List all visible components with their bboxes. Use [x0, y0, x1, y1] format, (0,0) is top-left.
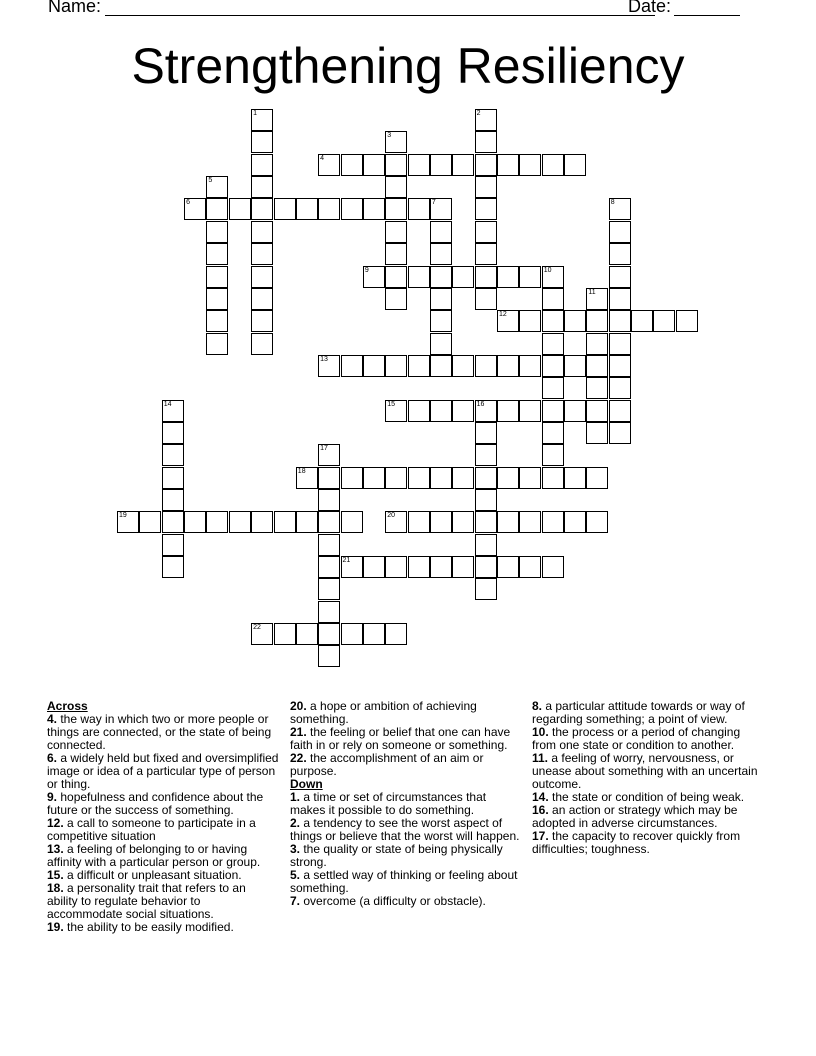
- grid-cell[interactable]: [206, 511, 228, 533]
- grid-cell[interactable]: [497, 400, 519, 422]
- grid-cell[interactable]: [274, 198, 296, 220]
- grid-cell[interactable]: [586, 511, 608, 533]
- grid-cell[interactable]: [475, 422, 497, 444]
- grid-cell[interactable]: [229, 198, 251, 220]
- grid-cell[interactable]: [497, 154, 519, 176]
- grid-cell[interactable]: [609, 221, 631, 243]
- grid-cell[interactable]: [475, 444, 497, 466]
- clue-number: 8: [610, 199, 615, 207]
- grid-cell[interactable]: [586, 333, 608, 355]
- grid-cell[interactable]: [363, 623, 385, 645]
- grid-cell[interactable]: [519, 467, 541, 489]
- clue-across: 4. the way in which two or more people or things are connected, or the state of being connected.: [47, 712, 272, 752]
- clue-across: 22. the accomplishment of an aim or purpose.: [290, 751, 484, 778]
- clue-num: 9.: [47, 790, 58, 804]
- grid-cell[interactable]: [519, 355, 541, 377]
- grid-cell[interactable]: [251, 131, 273, 153]
- clue-number: 14: [163, 400, 172, 408]
- grid-cell[interactable]: [251, 198, 273, 220]
- grid-cell[interactable]: [519, 511, 541, 533]
- grid-cell[interactable]: [609, 333, 631, 355]
- clue-down: 3. the quality or state of being physically strong.: [290, 842, 503, 869]
- grid-cell[interactable]: [341, 556, 363, 578]
- clue-number: 20: [387, 512, 395, 520]
- grid-cell[interactable]: [542, 444, 564, 466]
- clue-num: 2.: [290, 816, 301, 830]
- grid-cell[interactable]: [430, 355, 452, 377]
- header: [48, 0, 788, 20]
- grid-cell[interactable]: [519, 556, 541, 578]
- grid-cell[interactable]: [408, 556, 430, 578]
- grid-cell[interactable]: [251, 310, 273, 332]
- grid-cell[interactable]: [542, 467, 564, 489]
- grid-cell[interactable]: [318, 601, 340, 623]
- clue-num: 15.: [47, 868, 64, 882]
- clue-num: 1.: [290, 790, 301, 804]
- grid-cell[interactable]: [475, 355, 497, 377]
- across-heading: Across: [47, 699, 88, 713]
- clue-number: 16: [476, 400, 485, 408]
- grid-cell[interactable]: [318, 489, 340, 511]
- grid-cell[interactable]: [385, 221, 407, 243]
- grid-cell[interactable]: [564, 511, 586, 533]
- grid-cell[interactable]: [475, 131, 497, 153]
- grid-cell[interactable]: [430, 511, 452, 533]
- grid-cell[interactable]: [475, 578, 497, 600]
- grid-cell[interactable]: [586, 422, 608, 444]
- grid-cell[interactable]: [363, 556, 385, 578]
- grid-cell[interactable]: [609, 377, 631, 399]
- clue-number: 17: [320, 445, 328, 453]
- grid-cell[interactable]: [318, 645, 340, 667]
- grid-cell[interactable]: [542, 333, 564, 355]
- grid-cell[interactable]: [497, 511, 519, 533]
- grid-cell[interactable]: [609, 422, 631, 444]
- clue-num: 19.: [47, 920, 64, 934]
- clue-across: 12. a call to someone to participate in a competitive situation: [47, 816, 256, 843]
- grid-cell[interactable]: [408, 154, 430, 176]
- grid-cell[interactable]: [519, 266, 541, 288]
- grid-cell[interactable]: [162, 511, 184, 533]
- clue-across: 15. a difficult or unpleasant situation.: [47, 868, 242, 882]
- grid-cell[interactable]: [475, 243, 497, 265]
- grid-cell[interactable]: [162, 556, 184, 578]
- clue-num: 14.: [532, 790, 549, 804]
- grid-cell[interactable]: [497, 556, 519, 578]
- grid-cell[interactable]: [385, 623, 407, 645]
- grid-cell[interactable]: [318, 511, 340, 533]
- grid-cell[interactable]: [564, 355, 586, 377]
- clue-num: 4.: [47, 712, 58, 726]
- grid-cell[interactable]: [341, 355, 363, 377]
- clue-across: 6. a widely held but fixed and oversimplified image or idea of a particular type of person or thing.: [47, 751, 279, 791]
- grid-cell[interactable]: [631, 310, 653, 332]
- grid-cell[interactable]: [341, 623, 363, 645]
- grid-cell[interactable]: [430, 310, 452, 332]
- grid-cell[interactable]: [251, 176, 273, 198]
- grid-cell[interactable]: [318, 444, 340, 466]
- grid-cell[interactable]: [475, 266, 497, 288]
- grid-cell[interactable]: [206, 198, 228, 220]
- grid-cell[interactable]: [385, 198, 407, 220]
- grid-cell[interactable]: [363, 154, 385, 176]
- grid-cell[interactable]: [408, 400, 430, 422]
- grid-cell[interactable]: [184, 198, 206, 220]
- grid-cell[interactable]: [318, 198, 340, 220]
- grid-cell[interactable]: [206, 266, 228, 288]
- grid-cell[interactable]: [385, 288, 407, 310]
- grid-cell[interactable]: [475, 467, 497, 489]
- clue-num: 18.: [47, 881, 64, 895]
- grid-cell[interactable]: [586, 377, 608, 399]
- grid-cell[interactable]: [586, 355, 608, 377]
- clue-number: 5: [208, 177, 213, 185]
- grid-cell[interactable]: [452, 266, 474, 288]
- grid-cell[interactable]: [363, 266, 385, 288]
- grid-cell[interactable]: [564, 154, 586, 176]
- grid-cell[interactable]: [341, 198, 363, 220]
- grid-cell[interactable]: [452, 355, 474, 377]
- grid-cell[interactable]: [475, 489, 497, 511]
- grid-cell[interactable]: [296, 623, 318, 645]
- grid-cell[interactable]: [385, 511, 407, 533]
- grid-cell[interactable]: [430, 266, 452, 288]
- grid-cell[interactable]: [385, 467, 407, 489]
- grid-cell[interactable]: [341, 511, 363, 533]
- grid-cell[interactable]: [497, 467, 519, 489]
- grid-cell[interactable]: [542, 377, 564, 399]
- grid-cell[interactable]: [430, 154, 452, 176]
- grid-cell[interactable]: [139, 511, 161, 533]
- grid-cell[interactable]: [564, 310, 586, 332]
- grid-cell[interactable]: [519, 310, 541, 332]
- grid-cell[interactable]: [497, 310, 519, 332]
- clue-number: 7: [431, 199, 436, 207]
- grid-cell[interactable]: [363, 198, 385, 220]
- grid-cell[interactable]: [609, 355, 631, 377]
- grid-cell[interactable]: [542, 511, 564, 533]
- grid-cell[interactable]: [408, 266, 430, 288]
- clue-num: 7.: [290, 894, 301, 908]
- grid-cell[interactable]: [408, 467, 430, 489]
- grid-cell[interactable]: [497, 266, 519, 288]
- grid-cell[interactable]: [318, 623, 340, 645]
- clue-number: 18: [297, 467, 306, 475]
- clue-down: 5. a settled way of thinking or feeling about something.: [290, 868, 518, 895]
- grid-cell[interactable]: [564, 467, 586, 489]
- grid-cell[interactable]: [542, 422, 564, 444]
- grid-cell[interactable]: [475, 534, 497, 556]
- grid-cell[interactable]: [452, 400, 474, 422]
- grid-cell[interactable]: [475, 154, 497, 176]
- grid-cell[interactable]: [162, 444, 184, 466]
- grid-cell[interactable]: [653, 310, 675, 332]
- grid-cell[interactable]: [162, 467, 184, 489]
- clue-num: 3.: [290, 842, 301, 856]
- grid-cell[interactable]: [452, 511, 474, 533]
- grid-cell[interactable]: [162, 489, 184, 511]
- grid-cell[interactable]: [385, 556, 407, 578]
- grid-cell[interactable]: [452, 467, 474, 489]
- grid-cell[interactable]: [296, 198, 318, 220]
- grid-cell[interactable]: [274, 623, 296, 645]
- grid-cell[interactable]: [430, 467, 452, 489]
- grid-cell[interactable]: [519, 400, 541, 422]
- clue-across: 18. a personality trait that refers to an ability to regulate behavior to accommodate social situations.: [47, 881, 246, 921]
- down-heading: Down: [290, 777, 323, 791]
- clue-number: 4: [320, 154, 324, 162]
- grid-cell[interactable]: [296, 467, 318, 489]
- grid-cell[interactable]: [251, 221, 273, 243]
- grid-cell[interactable]: [542, 288, 564, 310]
- grid-cell[interactable]: [251, 623, 273, 645]
- clue-down: 17. the capacity to recover quickly from difficulties; toughness.: [532, 829, 741, 856]
- grid-cell[interactable]: [318, 355, 340, 377]
- clue-down: 7. overcome (a difficulty or obstacle).: [290, 894, 486, 908]
- grid-cell[interactable]: [586, 310, 608, 332]
- clue-down: 14. the state or condition of being weak.: [532, 790, 745, 804]
- clue-number: 11: [588, 288, 596, 296]
- grid-cell[interactable]: [475, 400, 497, 422]
- grid-cell[interactable]: [251, 266, 273, 288]
- grid-cell[interactable]: [452, 556, 474, 578]
- grid-cell[interactable]: [586, 400, 608, 422]
- grid-cell[interactable]: [206, 288, 228, 310]
- clue-num: 12.: [47, 816, 64, 830]
- grid-cell[interactable]: [609, 198, 631, 220]
- grid-cell[interactable]: [475, 511, 497, 533]
- grid-cell[interactable]: [408, 198, 430, 220]
- grid-cell[interactable]: [385, 154, 407, 176]
- grid-cell[interactable]: [609, 400, 631, 422]
- grid-cell[interactable]: [363, 355, 385, 377]
- grid-cell[interactable]: [519, 154, 541, 176]
- grid-cell[interactable]: [430, 400, 452, 422]
- clues-column-2: [290, 700, 522, 908]
- clue-num: 6.: [47, 751, 58, 765]
- grid-cell[interactable]: [609, 288, 631, 310]
- grid-cell[interactable]: [296, 511, 318, 533]
- date-label: Date:: [628, 0, 672, 16]
- clue-number: 1: [253, 110, 257, 117]
- grid-cell[interactable]: [162, 422, 184, 444]
- grid-cell[interactable]: [251, 243, 273, 265]
- clue-across: 19. the ability to be easily modified.: [47, 920, 234, 934]
- grid-cell[interactable]: [318, 154, 340, 176]
- grid-cell[interactable]: [430, 288, 452, 310]
- grid-cell[interactable]: [206, 333, 228, 355]
- grid-cell[interactable]: [430, 198, 452, 220]
- grid-cell[interactable]: [206, 310, 228, 332]
- grid-cell[interactable]: [206, 243, 228, 265]
- clue-down: 2. a tendency to see the worst aspect of things or believe that the worst will happen.: [290, 816, 520, 843]
- clue-across: 13. a feeling of belonging to or having affinity with a particular person or group.: [47, 842, 261, 869]
- clue-number: 22: [253, 624, 261, 632]
- grid-cell[interactable]: [274, 511, 296, 533]
- grid-cell[interactable]: [586, 288, 608, 310]
- grid-cell[interactable]: [452, 154, 474, 176]
- grid-cell[interactable]: [430, 221, 452, 243]
- grid-cell[interactable]: [251, 109, 273, 131]
- grid-cell[interactable]: [497, 355, 519, 377]
- clue-number: 10: [543, 266, 552, 274]
- clue-num: 13.: [47, 842, 64, 856]
- grid-cell[interactable]: [363, 467, 385, 489]
- grid-cell[interactable]: [318, 556, 340, 578]
- grid-cell[interactable]: [251, 511, 273, 533]
- grid-cell[interactable]: [318, 578, 340, 600]
- clue-num: 8.: [532, 699, 543, 713]
- grid-cell[interactable]: [385, 176, 407, 198]
- clue-num: 5.: [290, 868, 301, 882]
- grid-cell[interactable]: [408, 511, 430, 533]
- grid-cell[interactable]: [385, 266, 407, 288]
- clue-down: 16. an action or strategy which may be adopted in adverse circumstances.: [532, 803, 738, 830]
- grid-cell[interactable]: [385, 131, 407, 153]
- name-label: Name:: [48, 0, 102, 16]
- grid-cell[interactable]: [542, 400, 564, 422]
- grid-cell[interactable]: [609, 266, 631, 288]
- grid-cell[interactable]: [341, 467, 363, 489]
- clue-across: 21. the feeling or belief that one can have faith in or rely on someone or something.: [290, 725, 511, 752]
- grid-cell[interactable]: [609, 310, 631, 332]
- grid-cell[interactable]: [251, 154, 273, 176]
- clue-num: 20.: [290, 699, 307, 713]
- clue-down: 8. a particular attitude towards or way of regarding something; a point of view.: [532, 699, 745, 726]
- clue-down: 10. the process or a period of changing from one state or condition to another.: [532, 725, 741, 752]
- grid-cell[interactable]: [586, 467, 608, 489]
- clues-column-3: [532, 700, 764, 856]
- clue-num: 17.: [532, 829, 549, 843]
- grid-cell[interactable]: [430, 243, 452, 265]
- clues-column-1: [47, 700, 279, 934]
- grid-cell[interactable]: [542, 355, 564, 377]
- puzzle-title: Strengthening Resiliency: [131, 38, 685, 94]
- grid-cell[interactable]: [206, 176, 228, 198]
- grid-cell[interactable]: [385, 355, 407, 377]
- clue-number: 9: [364, 266, 369, 274]
- clue-num: 10.: [532, 725, 549, 739]
- clue-num: 11.: [532, 751, 549, 765]
- grid-cell[interactable]: [385, 243, 407, 265]
- grid-cell[interactable]: [408, 355, 430, 377]
- grid-cell[interactable]: [475, 176, 497, 198]
- grid-cell[interactable]: [251, 333, 273, 355]
- grid-cell[interactable]: [341, 154, 363, 176]
- grid-cell[interactable]: [542, 266, 564, 288]
- clue-number: 2: [476, 110, 481, 117]
- clue-down: 1. a time or set of circumstances that makes it possible to do something.: [290, 790, 487, 817]
- grid-cell[interactable]: [318, 467, 340, 489]
- clue-number: 6: [186, 199, 190, 207]
- clue-number: 13: [320, 355, 328, 363]
- grid-cell[interactable]: [564, 400, 586, 422]
- date-field[interactable]: [674, 15, 740, 16]
- grid-cell[interactable]: [542, 154, 564, 176]
- clue-num: 16.: [532, 803, 549, 817]
- grid-cell[interactable]: [206, 221, 228, 243]
- clue-number: 15: [387, 400, 395, 408]
- grid-cell[interactable]: [385, 400, 407, 422]
- grid-cell[interactable]: [229, 511, 251, 533]
- clue-number: 19: [119, 512, 127, 520]
- grid-cell[interactable]: [475, 221, 497, 243]
- grid-cell[interactable]: [318, 534, 340, 556]
- name-field[interactable]: [105, 15, 655, 16]
- grid-cell[interactable]: [430, 556, 452, 578]
- grid-cell[interactable]: [162, 534, 184, 556]
- grid-cell[interactable]: [475, 198, 497, 220]
- clue-number: 21: [342, 557, 351, 564]
- grid-cell[interactable]: [117, 511, 139, 533]
- grid-cell[interactable]: [676, 310, 698, 332]
- grid-cell[interactable]: [430, 333, 452, 355]
- grid-cell[interactable]: [184, 511, 206, 533]
- grid-cell[interactable]: [475, 556, 497, 578]
- grid-cell[interactable]: [475, 109, 497, 131]
- grid-cell[interactable]: [609, 243, 631, 265]
- grid-cell[interactable]: [542, 310, 564, 332]
- clue-across: 9. hopefulness and confidence about the future or the success of something.: [47, 790, 264, 817]
- clue-down: 11. a feeling of worry, nervousness, or unease about something with an uncertain outcome.: [532, 751, 758, 791]
- grid-cell[interactable]: [475, 288, 497, 310]
- grid-cell[interactable]: [162, 400, 184, 422]
- clue-across: 20. a hope or ambition of achieving something.: [290, 699, 477, 726]
- clue-num: 22.: [290, 751, 307, 765]
- clue-number: 12: [499, 311, 507, 319]
- clue-num: 21.: [290, 725, 307, 739]
- clue-number: 3: [387, 132, 392, 140]
- grid-cell[interactable]: [542, 556, 564, 578]
- grid-cell[interactable]: [251, 288, 273, 310]
